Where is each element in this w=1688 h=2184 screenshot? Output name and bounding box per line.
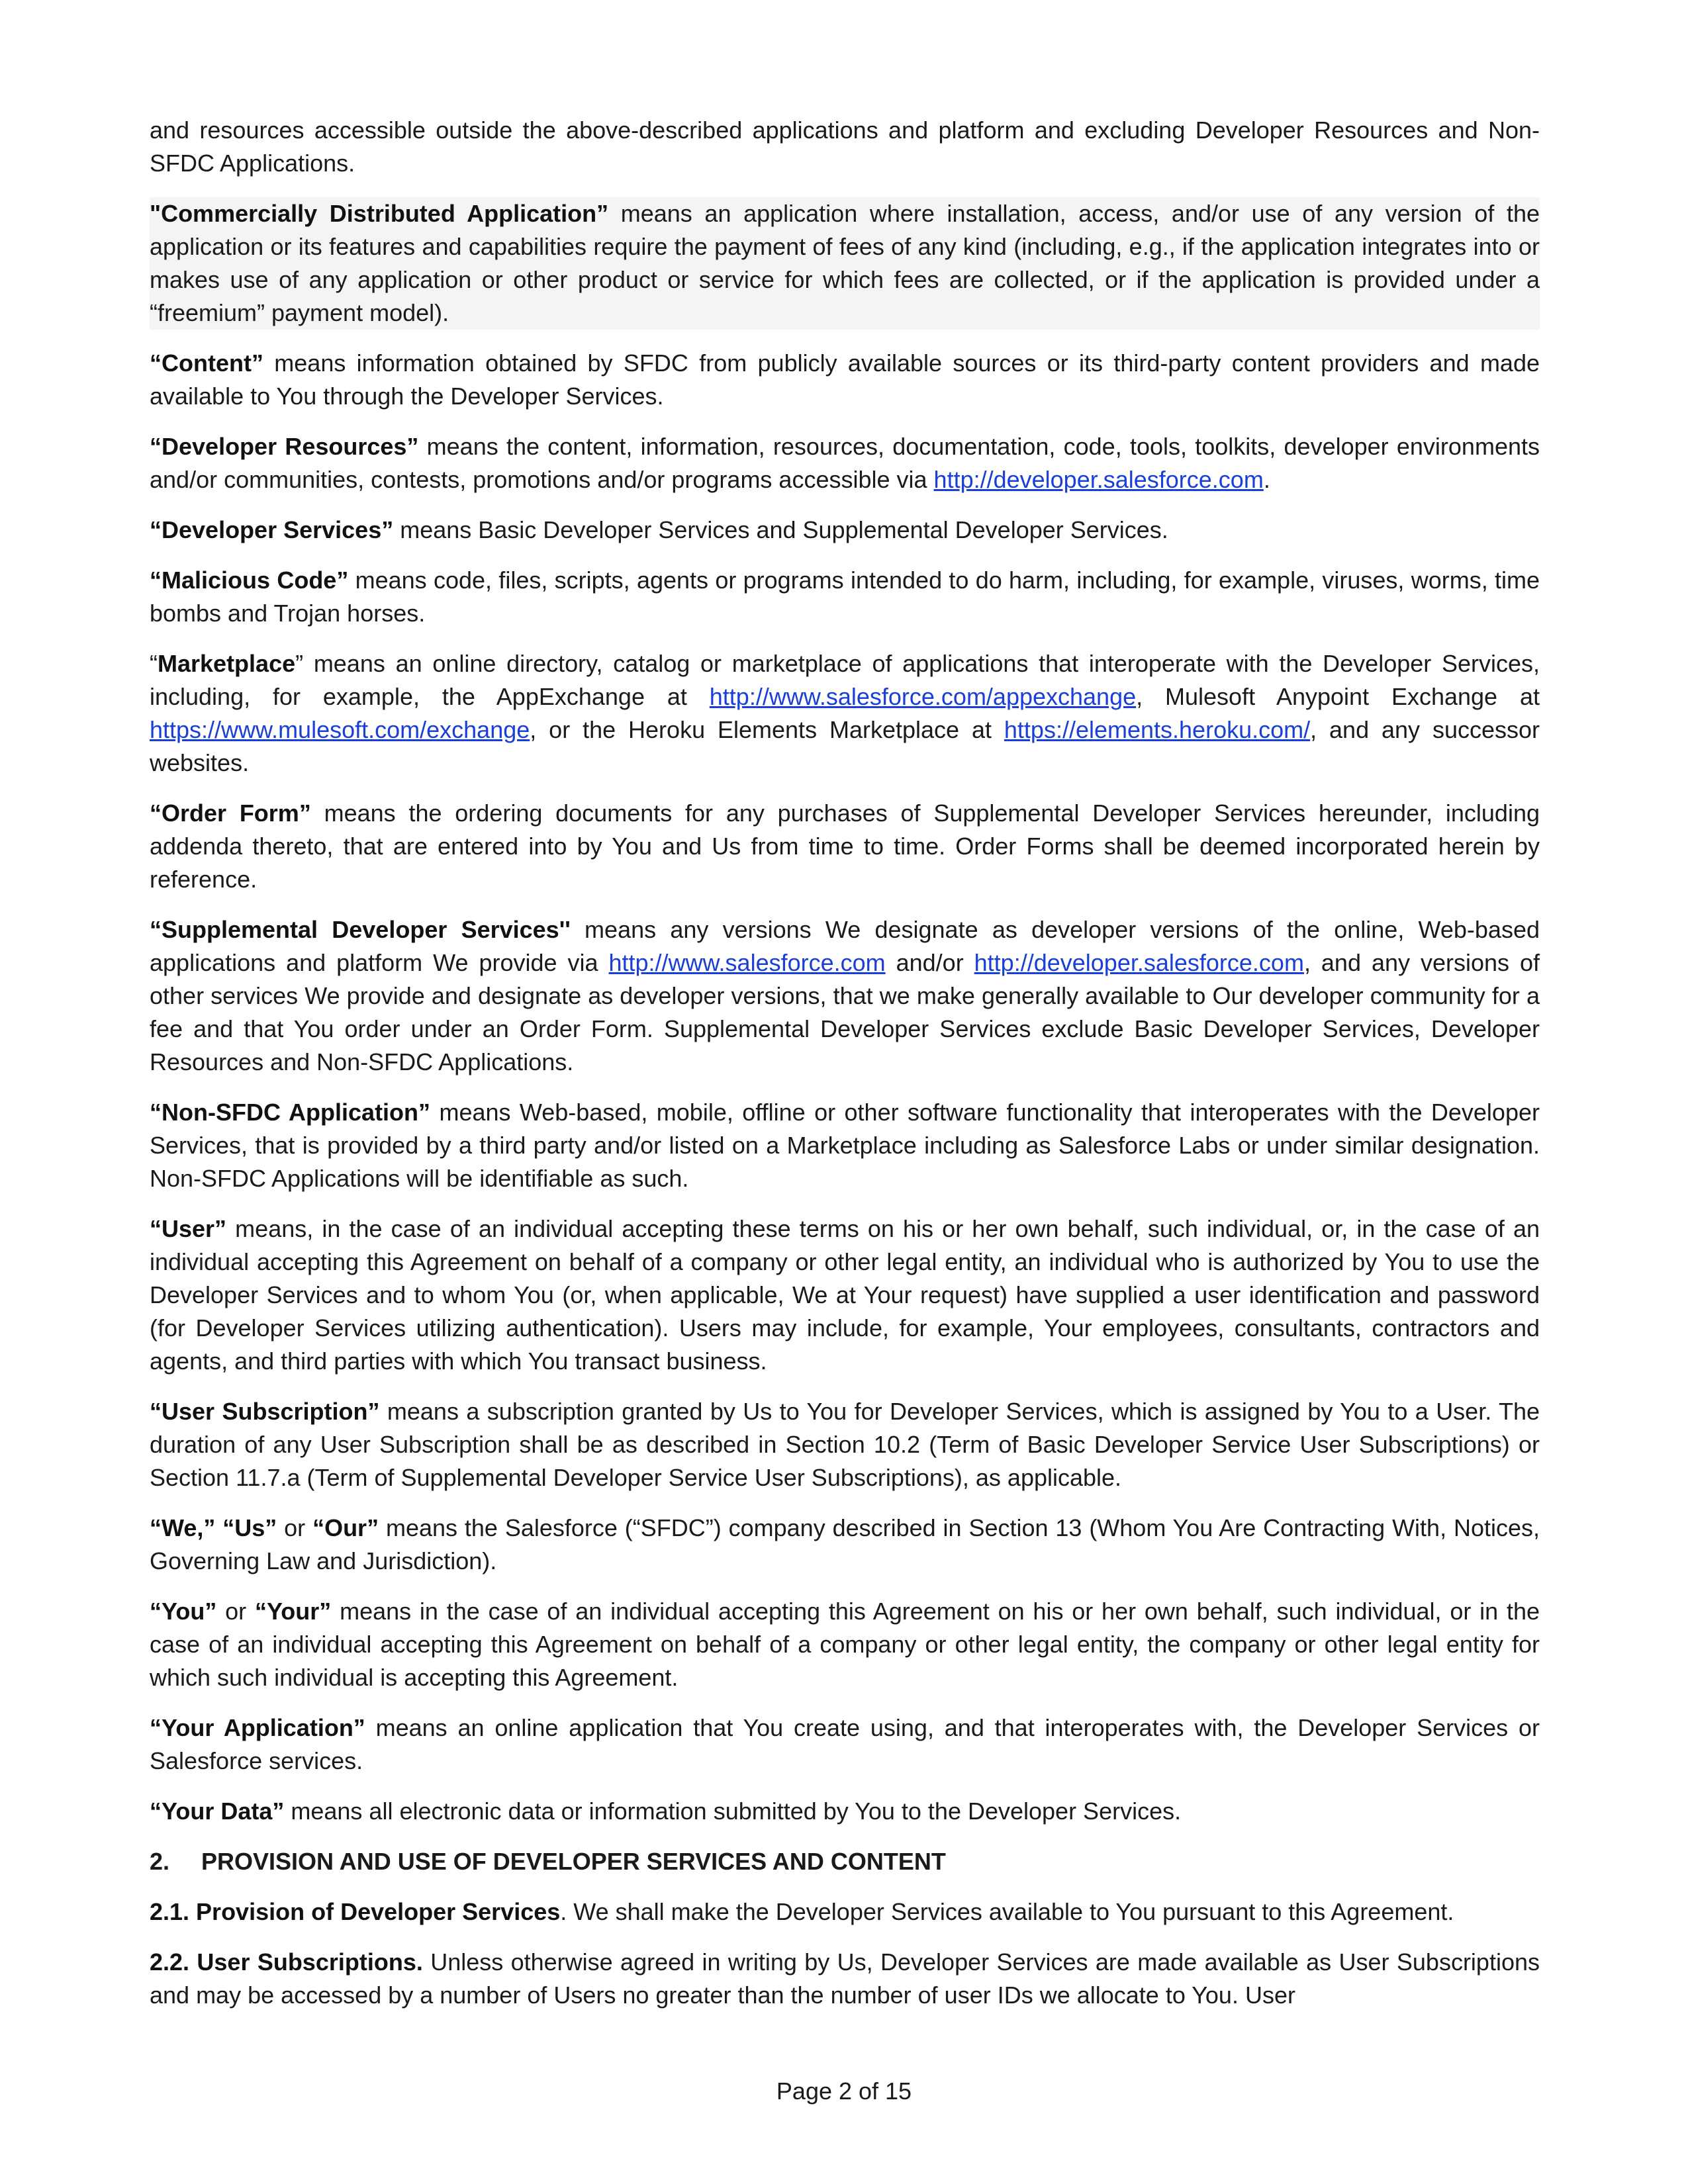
def-text: , and any versions of other services We provide and designate as developer versions, that we make generally available to Our developer community for a fee and that You order under an Order Form. Supplemental Developer Services exclude Basic Developer Services, Developer Resources and Non-SFDC Applications.	[150, 949, 1540, 1075]
heroku-elements-link[interactable]: https://elements.heroku.com/	[1004, 716, 1311, 743]
def-term: “Malicious Code”	[150, 567, 349, 594]
def-malicious-code	[150, 564, 1540, 630]
def-text: means an application where installation, access, and/or use of any version of the application or its features and capabilities require the payment of fees of any kind (including, e.g., if the application integrates into or makes use of any application or other product or service for which fees are collected, or if the application is provided under a “freemium” payment model).	[150, 200, 1540, 326]
clause-2-2	[150, 1946, 1540, 2012]
def-developer-services	[150, 514, 1540, 547]
def-text: means information obtained by SFDC from publicly available sources or its third-party content providers and made available to You through the Developer Services.	[150, 349, 1540, 410]
def-text-end: .	[1263, 466, 1270, 493]
def-term: “Your Data”	[150, 1797, 285, 1825]
def-text: means in the case of an individual accepting this Agreement on his or her own behalf, such individual, or in the case of an individual accepting this Agreement on behalf of a company or other legal entity, the company or other legal entity for which such individual is accepting this Agreement.	[150, 1598, 1540, 1691]
def-text: means Basic Developer Services and Supplemental Developer Services.	[393, 516, 1168, 543]
def-term: “Supplemental Developer Services''	[150, 916, 571, 943]
def-text: means a subscription granted by Us to You for Developer Services, which is assigned by You to a User. The duration of any User Subscription shall be as described in Section 10.2 (Term of Basic Developer Service User Subscriptions) or Section 11.7.a (Term of Supplemental Developer Service User Subscriptions), as applicable.	[150, 1398, 1540, 1491]
def-text: means the content, information, resources, documentation, code, tools, toolkits, developer environments and/or communities, contests, promotions and/or programs accessible via	[150, 433, 1540, 493]
def-term: “User Subscription”	[150, 1398, 380, 1425]
def-commercially-distributed-application	[150, 197, 1540, 330]
def-term: “Content”	[150, 349, 263, 377]
def-text: means, in the case of an individual accepting these terms on his or her own behalf, such individual, or, in the case of an individual accepting this Agreement on behalf of a company or other legal entity, an individual who is authorized by You to use the Developer Services and to whom You (or, when applicable, We at Your request) have supplied a user identification and password (for Developer Services utilizing authentication). Users may include, for example, Your employees, consultants, contractors and agents, and third parties with which You transact business.	[150, 1215, 1540, 1375]
def-text: means Web-based, mobile, offline or other software functionality that interoperates with the Developer Services, that is provided by a third party and/or listed on a Marketplace including as Salesforce Labs or under similar designation. Non-SFDC Applications will be identifiable as such.	[150, 1099, 1540, 1192]
clause-label: 2.1. Provision of Developer Services	[150, 1898, 561, 1925]
def-term: “Your Application”	[150, 1714, 365, 1741]
def-we-us-our	[150, 1512, 1540, 1578]
section-title: PROVISION AND USE OF DEVELOPER SERVICES AND CONTENT	[201, 1848, 946, 1875]
or-text: or	[216, 1598, 255, 1625]
def-marketplace	[150, 647, 1540, 780]
clause-text: . We shall make the Developer Services available to You pursuant to this Agreement.	[560, 1898, 1454, 1925]
def-term: "Commercially Distributed Application”	[150, 200, 609, 227]
or-text: or	[277, 1514, 313, 1541]
section-2-heading	[150, 1845, 1540, 1878]
def-your-application	[150, 1711, 1540, 1778]
def-term: “Your”	[254, 1598, 332, 1625]
def-text: means the Salesforce (“SFDC”) company described in Section 13 (Whom You Are Contracting With, Notices, Governing Law and Jurisdiction).	[150, 1514, 1540, 1574]
def-text: , and any successor websites.	[150, 716, 1540, 776]
clause-2-1	[150, 1895, 1540, 1929]
def-term: “Us”	[222, 1514, 277, 1541]
appexchange-link[interactable]: http://www.salesforce.com/appexchange	[709, 683, 1137, 710]
intro-paragraph	[150, 114, 1540, 180]
def-text: means code, files, scripts, agents or programs intended to do harm, including, for example, viruses, worms, time bombs and Trojan horses.	[150, 567, 1540, 627]
salesforce-link[interactable]: http://www.salesforce.com	[608, 949, 886, 976]
def-supplemental-developer-services	[150, 913, 1540, 1079]
clause-text: Unless otherwise agreed in writing by Us, Developer Services are made available as User Subscriptions and may be accessed by a number of Users no greater than the number of user IDs we allocate to You. User	[150, 1948, 1540, 2009]
def-text: means all electronic data or information submitted by You to the Developer Services.	[284, 1797, 1182, 1825]
def-your-data	[150, 1795, 1540, 1828]
def-order-form	[150, 797, 1540, 896]
def-content	[150, 347, 1540, 413]
def-text: and/or	[885, 949, 974, 976]
def-term: “Our”	[312, 1514, 379, 1541]
def-text: means any versions We designate as developer versions of the online, Web-based applications and platform We provide via	[150, 916, 1540, 976]
def-term: “Developer Resources”	[150, 433, 419, 460]
def-text: means the ordering documents for any purchases of Supplemental Developer Services hereunder, including addenda thereto, that are entered into by You and Us from time to time. Order Forms shall be deemed incorporated herein by reference.	[150, 799, 1540, 893]
def-term: Marketplace	[158, 650, 296, 677]
def-non-sfdc-application	[150, 1096, 1540, 1195]
def-term: “Developer Services”	[150, 516, 394, 543]
intro-text: and resources accessible outside the above-described applications and platform and excluding Developer Resources and Non-SFDC Applications.	[150, 116, 1540, 177]
def-term: “You”	[150, 1598, 217, 1625]
def-user-subscription	[150, 1395, 1540, 1494]
space	[215, 1514, 222, 1541]
def-text: , Mulesoft Anypoint Exchange at	[1136, 683, 1540, 710]
page-number-footer: Page 2 of 15	[776, 2077, 912, 2105]
section-number: 2.	[150, 1848, 170, 1875]
def-user	[150, 1212, 1540, 1378]
clause-label: 2.2. User Subscriptions.	[150, 1948, 423, 1976]
document-body	[150, 114, 1540, 2029]
def-you-your	[150, 1595, 1540, 1694]
def-term: “Order Form”	[150, 799, 311, 827]
def-term: “We,”	[150, 1514, 216, 1541]
def-developer-resources	[150, 430, 1540, 496]
developer-salesforce-link[interactable]: http://developer.salesforce.com	[974, 949, 1304, 976]
open-quote: “	[150, 650, 158, 677]
def-text: , or the Heroku Elements Marketplace at	[530, 716, 1004, 743]
def-term: “Non-SFDC Application”	[150, 1099, 431, 1126]
def-term: “User”	[150, 1215, 227, 1242]
mulesoft-exchange-link[interactable]: https://www.mulesoft.com/exchange	[150, 716, 530, 743]
def-text: means an online directory, catalog or marketplace of applications that interoperate with the Developer Services, including, for example, the AppExchange at	[150, 650, 1540, 710]
def-text: means an online application that You create using, and that interoperates with, the Developer Services or Salesforce services.	[150, 1714, 1540, 1774]
close-quote: ”	[295, 650, 304, 677]
developer-salesforce-link[interactable]: http://developer.salesforce.com	[933, 466, 1264, 493]
